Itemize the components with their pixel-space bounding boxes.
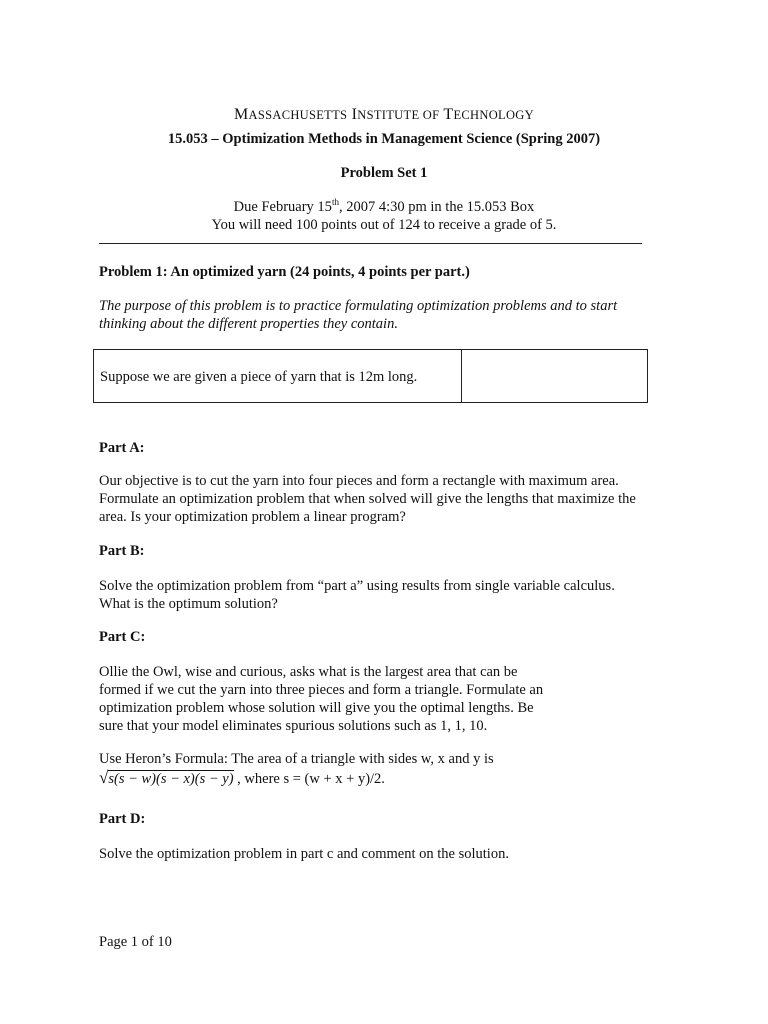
partC-line2: formed if we cut the yarn into three pieces and form a triangle. Formulate an <box>99 682 544 698</box>
header-divider <box>99 243 642 244</box>
problem-set-title: Problem Set 1 <box>340 165 428 181</box>
due-date: Due February 15th, 2007 4:30 pm in the 15.053 Box <box>233 197 535 215</box>
partA-line2: Formulate an optimization problem that when solved will give the lengths that maximize the <box>99 491 636 507</box>
partA-line1: Our objective is to cut the yarn into four pieces and form a rectangle with maximum area. <box>99 473 619 489</box>
points-note: You will need 100 points out of 124 to receive a grade of 5. <box>211 217 557 233</box>
partA-line3: area. Is your optimization problem a linear program? <box>99 509 406 525</box>
partB-heading: Part B: <box>99 543 145 559</box>
partC-line4: sure that your model eliminates spurious solutions such as 1, 1, 10. <box>99 718 488 734</box>
problem1-purpose-line1: The purpose of this problem is to practice formulating optimization problems and to start <box>99 298 618 314</box>
course-title: 15.053 – Optimization Methods in Management Science (Spring 2007) <box>167 131 601 147</box>
problem1-title: Problem 1: An optimized yarn (24 points, 4 points per part.) <box>99 264 470 280</box>
heron-formula-intro: Use Heron’s Formula: The area of a triangle with sides w, x and y is <box>99 751 494 767</box>
yarn-table-cell: Suppose we are given a piece of yarn that is 12m long. <box>100 369 418 385</box>
page-number: Page 1 of 10 <box>99 934 172 950</box>
square-root-expression: √s(s − w)(s − x)(s − y) <box>99 768 234 787</box>
yarn-table-divider <box>461 350 462 402</box>
partB-line2: What is the optimum solution? <box>99 596 278 612</box>
partD-line1: Solve the optimization problem in part c and comment on the solution. <box>99 846 509 862</box>
partC-line3: optimization problem whose solution will give you the optimal lengths. Be <box>99 700 534 716</box>
partB-line1: Solve the optimization problem from “part a” using results from single variable calculus. <box>99 578 615 594</box>
heron-formula: √s(s − w)(s − x)(s − y) , where s = (w + x + y)/2. <box>99 768 385 787</box>
yarn-table <box>93 349 648 403</box>
problem1-purpose-line2: thinking about the different properties they contain. <box>99 316 398 332</box>
institution-title: MASSACHUSETTS INSTITUTE OF TECHNOLOGY <box>234 106 534 123</box>
partA-heading: Part A: <box>99 440 145 456</box>
partC-heading: Part C: <box>99 629 146 645</box>
partD-heading: Part D: <box>99 811 146 827</box>
partC-line1: Ollie the Owl, wise and curious, asks what is the largest area that can be <box>99 664 518 680</box>
